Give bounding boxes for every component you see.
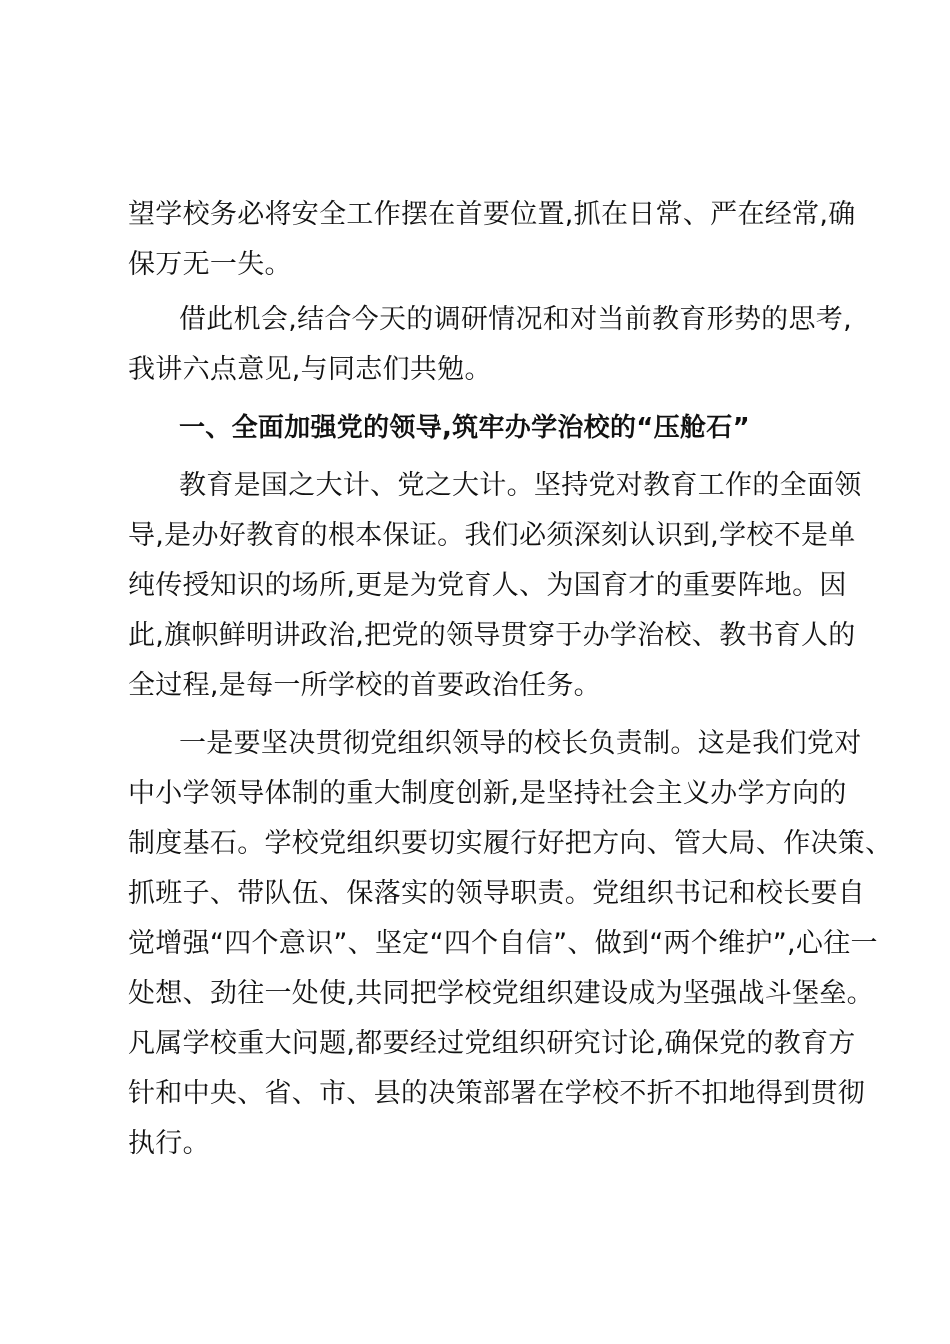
text-line-12: 中小学领导体制的重大制度创新,是坚持社会主义办学方向的: [128, 778, 847, 809]
text-line-13: 制度基石。学校党组织要切实履行好把方向、管大局、作决策、: [128, 828, 893, 859]
text-line-10: 全过程,是每一所学校的首要政治任务。: [128, 670, 601, 701]
text-line-1: 望学校务必将安全工作摆在首要位置,抓在日常、严在经常,确: [128, 199, 856, 230]
text-line-9: 此,旗帜鲜明讲政治,把党的领导贯穿于办学治校、教书育人的: [128, 620, 856, 651]
text-line-8: 纯传授知识的场所,更是为党育人、为国育才的重要阵地。因: [128, 570, 847, 601]
text-line-2: 保万无一失。: [128, 249, 292, 280]
text-line-6: 教育是国之大计、党之大计。坚持党对教育工作的全面领: [179, 470, 862, 501]
text-line-14: 抓班子、带队伍、保落实的领导职责。党组织书记和校长要自: [128, 878, 866, 909]
text-line-3: 借此机会,结合今天的调研情况和对当前教育形势的思考,: [179, 304, 852, 335]
text-line-7: 导,是办好教育的根本保证。我们必须深刻认识到,学校不是单: [128, 520, 856, 551]
text-line-15: 觉增强“四个意识”、坚定“四个自信”、做到“两个维护”,心往一: [128, 928, 878, 959]
text-line-11: 一是要坚决贯彻党组织领导的校长负责制。这是我们党对: [179, 728, 862, 759]
text-line-18: 针和中央、省、市、县的决策部署在学校不折不扣地得到贯彻: [128, 1078, 866, 1109]
text-line-16: 处想、劲往一处使,共同把学校党组织建设成为坚强战斗堡垒。: [128, 978, 874, 1009]
text-line-4: 我讲六点意见,与同志们共勉。: [128, 354, 492, 385]
text-line-17: 凡属学校重大问题,都要经过党组织研究讨论,确保党的教育方: [128, 1028, 856, 1059]
text-line-19: 执行。: [128, 1128, 210, 1159]
section-heading: 一、全面加强党的领导,筑牢办学治校的“压舱石”: [179, 413, 750, 443]
